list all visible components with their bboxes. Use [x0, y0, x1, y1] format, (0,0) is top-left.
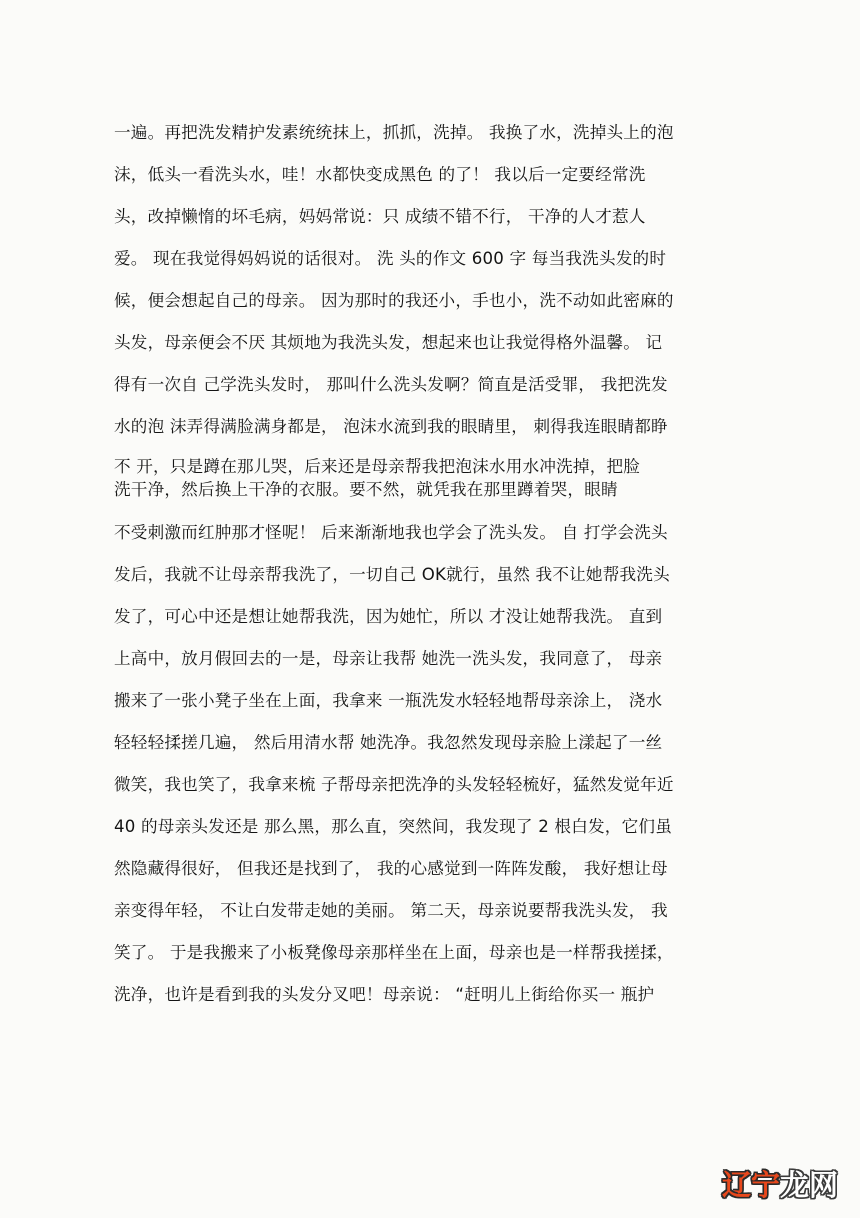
- text-line: 微笑，我也笑了，我拿来梳 子帮母亲把洗净的头发轻轻梳好，猛然发觉年近: [114, 775, 674, 794]
- text-line: 洗干净，然后换上干净的衣服。要不然，就凭我在那里蹲着哭，眼睛: [114, 480, 618, 499]
- text-paragraph: [114, 455, 748, 501]
- watermark-text-secondary: 龙网: [780, 1168, 839, 1202]
- text-line: 水的泡 沫弄得满脸满身都是， 泡沫水流到我的眼睛里， 刺得我连眼睛都睁: [114, 417, 668, 436]
- document-text-body: [114, 112, 748, 1016]
- text-line: 沫，低头一看洗头水，哇！水都快变成黑色 的了！ 我以后一定要经常洗: [114, 165, 646, 184]
- text-line: 笑了。 于是我搬来了小板凳像母亲那样坐在上面，母亲也是一样帮我搓揉，: [114, 943, 674, 962]
- text-paragraph: [114, 112, 748, 448]
- text-line: 搬来了一张小凳子坐在上面，我拿来 一瓶洗发水轻轻地帮母亲涂上， 浇水: [114, 691, 663, 710]
- text-line: 不 开，只是蹲在那儿哭，后来还是母亲帮我把泡沫水用水冲洗掉，把脸: [114, 457, 641, 476]
- text-line: 上高中，放月假回去的一是，母亲让我帮 她洗一洗头发，我同意了， 母亲: [114, 649, 663, 668]
- text-line: 得有一次自 己学洗头发时， 那叫什么洗头发啊？简直是活受罪， 我把洗发: [114, 375, 668, 394]
- text-paragraph: [114, 512, 748, 1016]
- site-watermark: [722, 1166, 838, 1204]
- text-line: 洗净，也许是看到我的头发分叉吧！母亲说： “赶明儿上街给你买一 瓶护: [114, 985, 655, 1004]
- text-line: 发后，我就不让母亲帮我洗了，一切自己 OK就行，虽然 我不让她帮我洗头: [114, 565, 670, 584]
- text-line: 头，改掉懒惰的坏毛病，妈妈常说：只 成绩不错不行， 干净的人才惹人: [114, 207, 646, 226]
- text-line: 40 的母亲头发还是 那么黑，那么直，突然间，我发现了 2 根白发，它们虽: [114, 817, 672, 836]
- text-line: 发了，可心中还是想让她帮我洗，因为她忙，所以 才没让她帮我洗。 直到: [114, 607, 663, 626]
- text-line: 然隐藏得很好， 但我还是找到了， 我的心感觉到一阵阵发酸， 我好想让母: [114, 859, 668, 878]
- text-line: 候，便会想起自己的母亲。 因为那时的我还小，手也小，洗不动如此密麻的: [114, 291, 674, 310]
- watermark-text-primary: 辽宁: [722, 1168, 781, 1202]
- text-line: 不受刺激而红肿那才怪呢！ 后来渐渐地我也学会了洗头发。 自 打学会洗头: [114, 523, 668, 542]
- text-line: 一遍。再把洗发精护发素统统抹上，抓抓，洗掉。 我换了水，洗掉头上的泡: [114, 123, 674, 142]
- text-line: 亲变得年轻， 不让白发带走她的美丽。 第二天，母亲说要帮我洗头发， 我: [114, 901, 668, 920]
- text-line: 轻轻轻揉搓几遍， 然后用清水帮 她洗净。我忽然发现母亲脸上漾起了一丝: [114, 733, 663, 752]
- text-line: 头发，母亲便会不厌 其烦地为我洗头发，想起来也让我觉得格外温馨。 记: [114, 333, 663, 352]
- text-line: 爱。 现在我觉得妈妈说的话很对。 洗 头的作文 600 字 每当我洗头发的时: [114, 249, 667, 268]
